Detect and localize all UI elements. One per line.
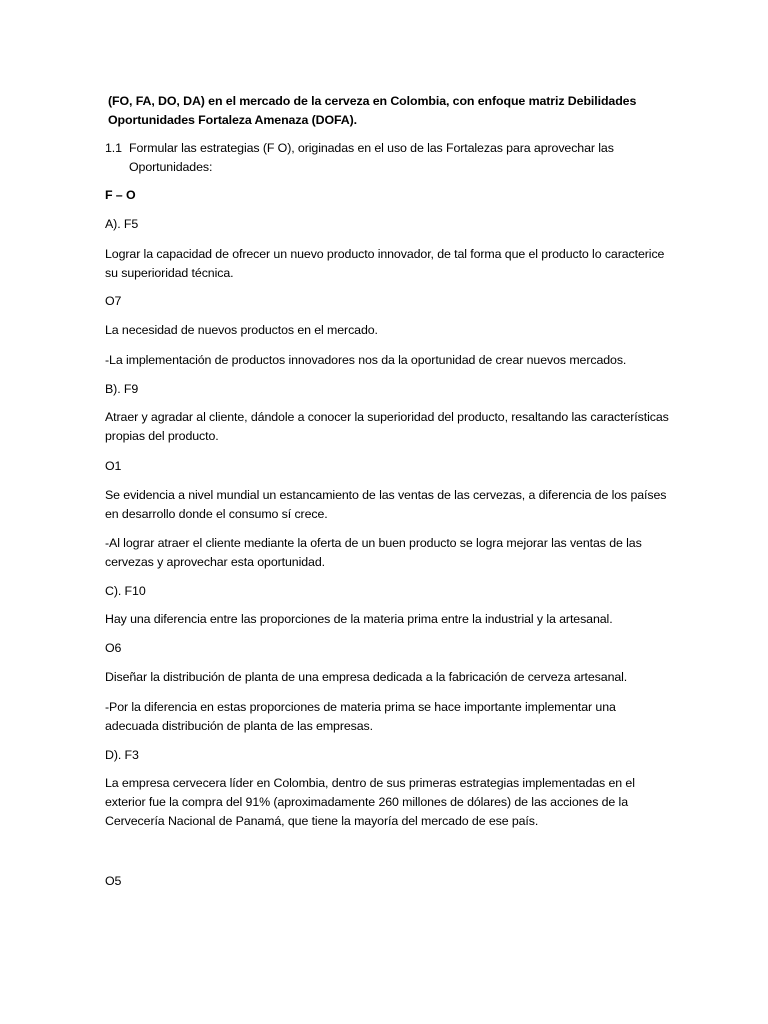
o7-text: La necesidad de nuevos productos en el mercado. <box>105 323 378 337</box>
fo-title: F – O <box>105 188 136 202</box>
strategy-c-label: C). F10 <box>105 584 146 598</box>
o1-strategy: -Al lograr atraer el cliente mediante la oferta de un buen producto se logra mejorar las ventas de las cervezas y aprovechar esta oportunidad. <box>105 536 642 569</box>
o7-strategy: -La implementación de productos innovadores nos da la oportunidad de crear nuevos mercados. <box>105 353 627 367</box>
o7-label: O7 <box>105 294 122 308</box>
o6-strategy: -Por la diferencia en estas proporciones de materia prima se hace importante implementar una adecuada distribución de planta de las empresas. <box>105 700 616 733</box>
document-intro: (FO, FA, DO, DA) en el mercado de la cerveza en Colombia, con enfoque matriz Debilidades Oportunidades Fortaleza Amenaza (DOFA). <box>108 94 637 127</box>
section-heading <box>105 139 665 177</box>
strategy-d-text: La empresa cervecera líder en Colombia, dentro de sus primeras estrategias implementadas en el exterior fue la compra del 91% (aproximadamente 260 millones de dólares) de las acciones de la Cervecería Nacional de Panamá, que tiene la mayoría del mercado de ese país. <box>105 776 635 828</box>
strategy-b-label: B). F9 <box>105 382 139 396</box>
section-line-1: Formular las estrategias (F O), originadas en el uso de las Fortalezas para aprovechar las <box>129 141 614 155</box>
o1-label: O1 <box>105 459 122 473</box>
o5-label: O5 <box>105 874 122 888</box>
strategy-d-label: D). F3 <box>105 748 139 762</box>
strategy-b-text: Atraer y agradar al cliente, dándole a conocer la superioridad del producto, resaltando las características propias del producto. <box>105 410 669 443</box>
o6-label: O6 <box>105 641 122 655</box>
strategy-a-text: Lograr la capacidad de ofrecer un nuevo producto innovador, de tal forma que el producto lo caracterice su superioridad técnica. <box>105 247 665 280</box>
o6-text: Diseñar la distribución de planta de una empresa dedicada a la fabricación de cerveza artesanal. <box>105 670 628 684</box>
o1-text: Se evidencia a nivel mundial un estancamiento de las ventas de las cervezas, a diferencia de los países en desarrollo donde el consumo sí crece. <box>105 488 667 521</box>
section-line-2: Oportunidades: <box>129 160 213 174</box>
section-number: 1.1 <box>105 141 122 155</box>
strategy-a-label: A). F5 <box>105 217 139 231</box>
strategy-c-text: Hay una diferencia entre las proporciones de la materia prima entre la industrial y la artesanal. <box>105 612 613 626</box>
